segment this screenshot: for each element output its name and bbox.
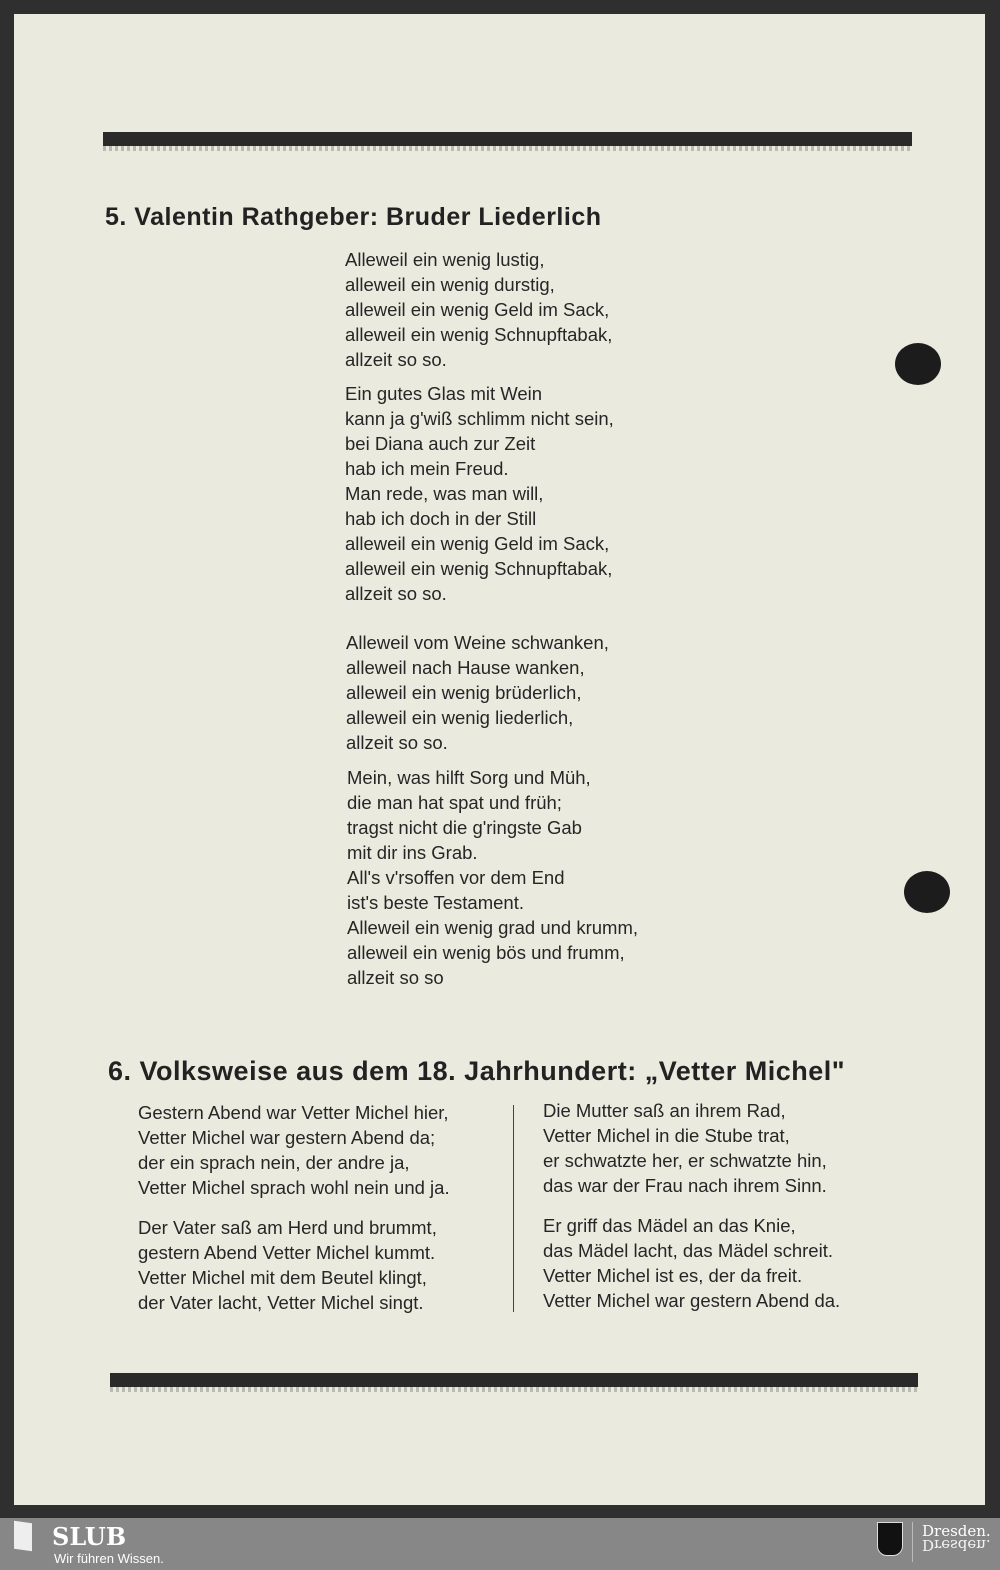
verse-line: das Mädel lacht, das Mädel schreit. (543, 1240, 833, 1261)
verse-line: Vetter Michel ist es, der da freit. (543, 1265, 803, 1286)
verse-line: hab ich mein Freud. (345, 458, 509, 479)
verse-line: die man hat spat und früh; (347, 792, 562, 813)
verse-line: Vetter Michel in die Stube trat, (543, 1125, 790, 1146)
dresden-text: Dresden. (922, 1522, 991, 1540)
column-divider (513, 1105, 514, 1312)
bottom-rule (110, 1373, 918, 1387)
verse-line: hab ich doch in der Still (345, 508, 537, 529)
footer-bar (0, 1518, 1000, 1570)
verse-line: alleweil ein wenig Geld im Sack, (345, 533, 610, 554)
verse-line: Alleweil ein wenig lustig, (345, 249, 545, 270)
stanza (345, 247, 612, 372)
punch-hole (895, 343, 941, 385)
verse-line: Die Mutter saß an ihrem Rad, (543, 1100, 786, 1121)
song5-title: 5. Valentin Rathgeber: Bruder Liederlich (105, 203, 602, 231)
verse-line: Vetter Michel war gestern Abend da. (543, 1290, 841, 1311)
verse-line: Vetter Michel war gestern Abend da; (138, 1127, 436, 1148)
verse-line: Alleweil vom Weine schwanken, (346, 632, 609, 653)
verse-line: bei Diana auch zur Zeit (345, 433, 536, 454)
verse-line: ist's beste Testament. (347, 892, 524, 913)
verse-line: alleweil ein wenig bös und frumm, (347, 942, 625, 963)
slub-tagline: Wir führen Wissen. (54, 1551, 164, 1566)
stanza (346, 630, 609, 755)
verse-line: das war der Frau nach ihrem Sinn. (543, 1175, 827, 1196)
song6-title: 6. Volksweise aus dem 18. Jahrhundert: „Vetter Michel" (108, 1056, 846, 1086)
verse-line: All's v'rsoffen vor dem End (347, 867, 565, 888)
punch-hole (904, 871, 950, 913)
verse-line: allzeit so so (347, 967, 444, 988)
verse-line: alleweil ein wenig durstig, (345, 274, 555, 295)
verse-line: Er griff das Mädel an das Knie, (543, 1215, 796, 1236)
dresden-logo[interactable] (922, 1524, 991, 1552)
dresden-crest-icon (877, 1522, 903, 1556)
verse-line: tragst nicht die g'ringste Gab (347, 817, 582, 838)
verse-line: Ein gutes Glas mit Wein (345, 383, 543, 404)
footer-divider (912, 1522, 913, 1562)
dresden-text-mirrored: Dresden. (922, 1536, 991, 1554)
verse-line: Vetter Michel mit dem Beutel klingt, (138, 1267, 427, 1288)
stanza (543, 1098, 827, 1198)
verse-line: allzeit so so. (346, 732, 448, 753)
stanza (347, 765, 638, 990)
verse-line: Man rede, was man will, (345, 483, 544, 504)
stanza (138, 1100, 450, 1200)
verse-line: der ein sprach nein, der andre ja, (138, 1152, 410, 1173)
verse-line: alleweil ein wenig Geld im Sack, (345, 299, 610, 320)
book-icon (14, 1521, 32, 1552)
verse-line: Mein, was hilft Sorg und Müh, (347, 767, 591, 788)
verse-line: Gestern Abend war Vetter Michel hier, (138, 1102, 449, 1123)
verse-line: alleweil ein wenig brüderlich, (346, 682, 582, 703)
verse-line: mit dir ins Grab. (347, 842, 478, 863)
verse-line: alleweil ein wenig liederlich, (346, 707, 574, 728)
top-rule (103, 132, 912, 146)
verse-line: kann ja g'wiß schlimm nicht sein, (345, 408, 614, 429)
verse-line: gestern Abend Vetter Michel kummt. (138, 1242, 436, 1263)
verse-line: allzeit so so. (345, 349, 447, 370)
verse-line: alleweil ein wenig Schnupftabak, (345, 558, 613, 579)
slub-logo[interactable]: SLUB (52, 1522, 127, 1551)
verse-line: er schwatzte her, er schwatzte hin, (543, 1150, 827, 1171)
verse-line: Vetter Michel sprach wohl nein und ja. (138, 1177, 450, 1198)
verse-line: Der Vater saß am Herd und brummt, (138, 1217, 437, 1238)
verse-line: allzeit so so. (345, 583, 447, 604)
verse-line: alleweil ein wenig Schnupftabak, (345, 324, 613, 345)
verse-line: alleweil nach Hause wanken, (346, 657, 585, 678)
stanza (138, 1215, 437, 1315)
stanza (543, 1213, 840, 1313)
verse-line: der Vater lacht, Vetter Michel singt. (138, 1292, 424, 1313)
stanza (345, 381, 614, 606)
verse-line: Alleweil ein wenig grad und krumm, (347, 917, 638, 938)
